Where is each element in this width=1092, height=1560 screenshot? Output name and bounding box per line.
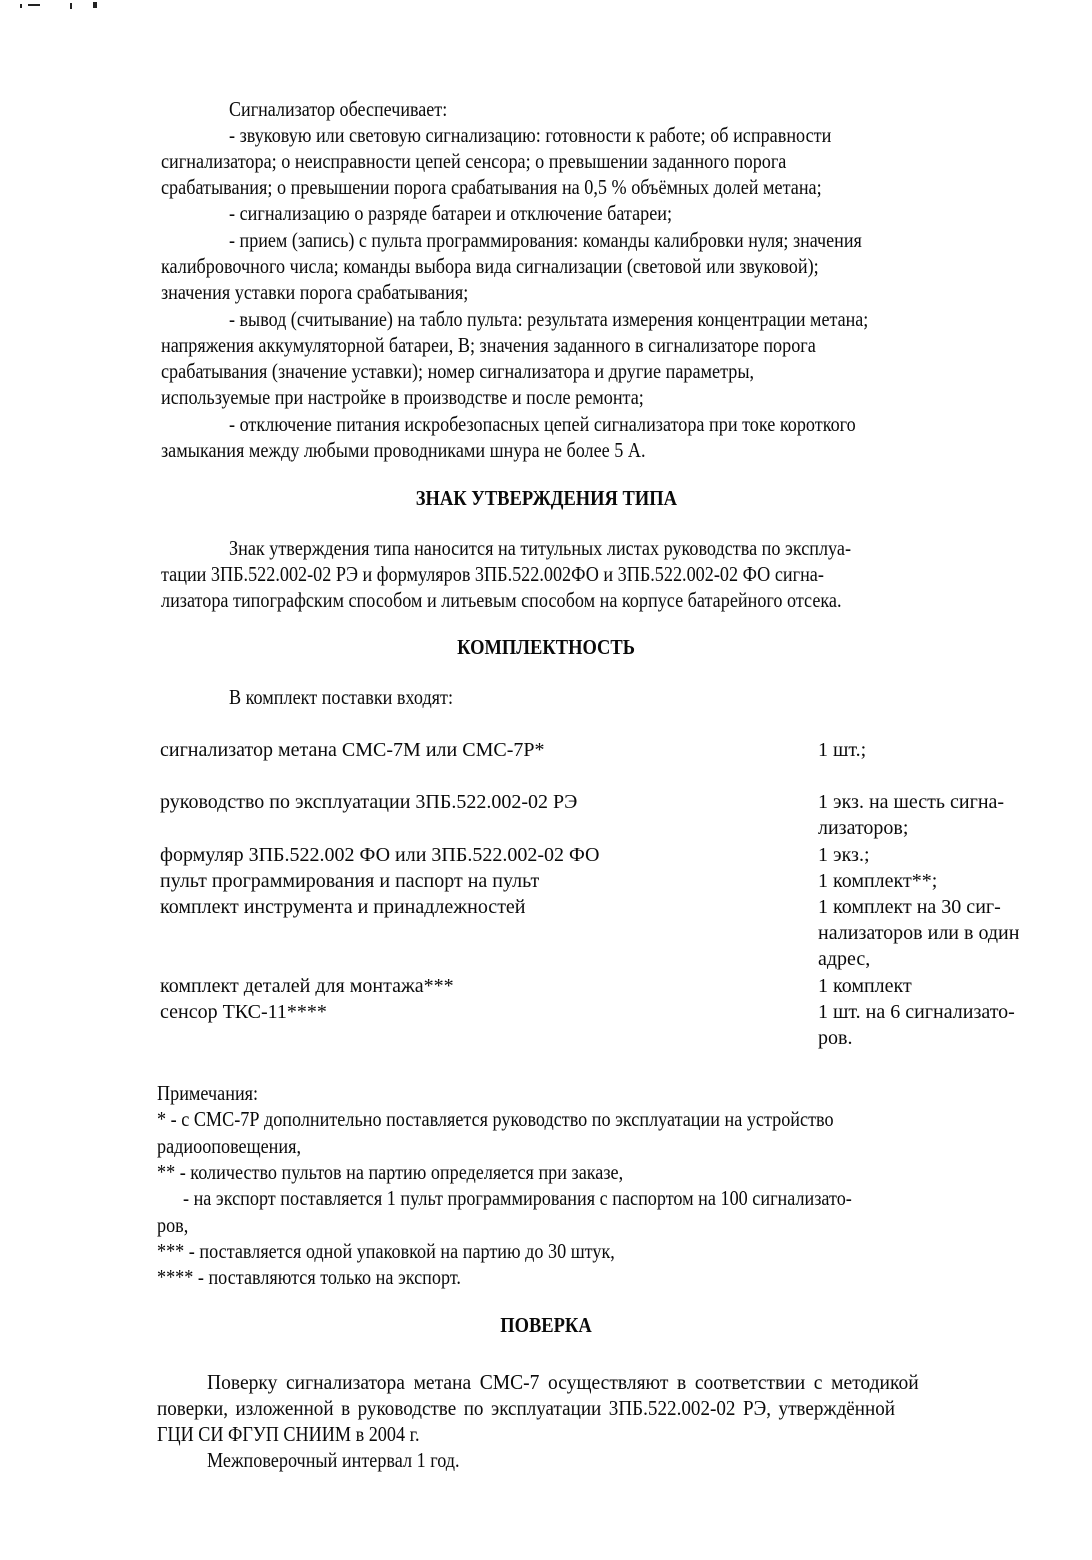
intro-line: - вывод (считывание) на табло пульта: результата измерения концентрации метана; [229,307,869,331]
type-approval-line: Знак утверждения типа наносится на титульных листах руководства по эксплуа- [229,536,852,560]
item-name: формуляр 3ПБ.522.002 ФО или 3ПБ.522.002-02 ФО [160,844,600,866]
intro-line: - отключение питания искробезопасных цепей сигнализатора при токе короткого [229,412,856,436]
item-qty: нализаторов или в один [818,922,1020,944]
intro-line: срабатывания (значение уставки); номер сигнализатора и другие параметры, [161,359,755,383]
intro-line: сигнализатора; о неисправности цепей сенсора; о превышении заданного порога [161,149,787,173]
intro-line: калибровочного числа; команды выбора вида сигнализации (световой или звуковой); [161,254,819,278]
notes-title: Примечания: [157,1081,259,1105]
intro-lead: Сигнализатор обеспечивает: [229,97,448,121]
note-line: ров, [157,1213,189,1237]
item-qty: 1 экз. на шесть сигна- [818,791,1005,813]
heading-text: ПОВЕРКА [500,1313,592,1337]
heading-text: КОМПЛЕКТНОСТЬ [457,635,635,659]
item-qty: лизаторов; [818,817,909,839]
verification-line: поверки, изложенной в руководстве по эксплуатации 3ПБ.522.002-02 РЭ, утверждённой [157,1396,896,1420]
note-line: радиооповещения, [157,1134,302,1158]
verification-line: ГЦИ СИ ФГУП СНИИМ в 2004 г. [157,1422,420,1446]
item-name: комплект инструмента и принадлежностей [160,896,526,918]
item-name: сигнализатор метана СМС-7М или СМС-7Р* [160,739,545,761]
item-qty: 1 комплект на 30 сиг- [818,896,1001,918]
intro-line: напряжения аккумуляторной батареи, В; значения заданного в сигнализаторе порога [161,333,816,357]
section-heading-type-approval [0,486,1092,511]
item-qty: 1 экз.; [818,844,870,866]
note-line: ** - количество пультов на партию определяется при заказе, [157,1160,624,1184]
item-qty: 1 шт.; [818,739,867,761]
intro-line: замыкания между любыми проводниками шнура не более 5 А. [161,438,646,462]
type-approval-line: тации 3ПБ.522.002-02 РЭ и формуляров 3ПБ.522.002ФО и 3ПБ.522.002-02 ФО сигна- [161,562,824,586]
note-line: * - с СМС-7Р дополнительно поставляется руководство по эксплуатации на устройство [157,1107,834,1131]
note-line: *** - поставляется одной упаковкой на партию до 30 штук, [157,1239,615,1263]
type-approval-line: лизатора типографским способом и литьевым способом на корпусе батарейного отсека. [161,588,842,612]
item-name: руководство по эксплуатации 3ПБ.522.002-02 РЭ [160,791,578,813]
item-qty: 1 шт. на 6 сигнализато- [818,1001,1015,1023]
section-heading-verification [0,1313,1092,1338]
item-name: комплект деталей для монтажа*** [160,975,454,997]
note-line: - на экспорт поставляется 1 пульт программирования с паспортом на 100 сигнализато- [183,1186,852,1210]
verification-line: Поверку сигнализатора метана СМС-7 осуществляют в соответствии с методикой [207,1370,919,1394]
completeness-lead: В комплект поставки входят: [229,685,454,709]
item-name: сенсор ТКС-11**** [160,1001,327,1023]
scan-artifacts [0,0,200,20]
item-qty: ров. [818,1027,853,1049]
intro-line: значения уставки порога срабатывания; [161,280,469,304]
item-qty: адрес, [818,948,871,970]
intro-line: - прием (запись) с пульта программирования: команды калибровки нуля; значения [229,228,862,252]
intro-line: срабатывания; о превышении порога срабатывания на 0,5 % объёмных долей метана; [161,175,822,199]
intro-line: - сигнализацию о разряде батареи и отключение батареи; [229,201,673,225]
intro-line: - звуковую или световую сигнализацию: готовности к работе; об исправности [229,123,832,147]
section-heading-completeness [0,635,1092,660]
intro-line: используемые при настройке в производстве и после ремонта; [161,385,644,409]
heading-text: ЗНАК УТВЕРЖДЕНИЯ ТИПА [415,486,677,510]
item-name: пульт программирования и паспорт на пульт [160,870,540,892]
item-qty: 1 комплект**; [818,870,938,892]
item-qty: 1 комплект [818,975,912,997]
verification-line: Межповерочный интервал 1 год. [207,1448,460,1472]
note-line: **** - поставляются только на экспорт. [157,1265,461,1289]
